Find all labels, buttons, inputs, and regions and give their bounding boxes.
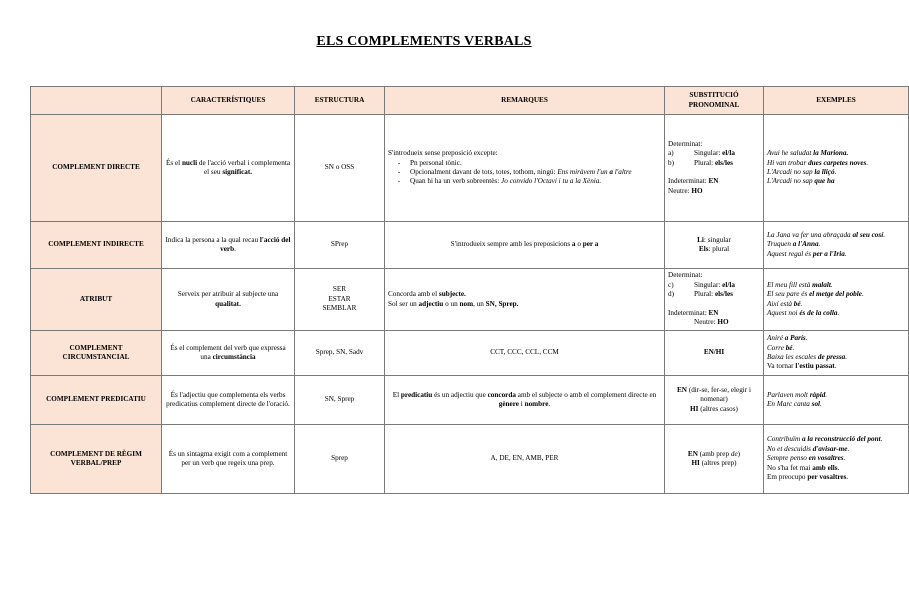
header-row [31,87,909,115]
substitucio-cell: EN (amb prep de) HI (altres prep) [665,425,764,494]
remarques-cell: S'introdueix sense preposició excepte: - Pn personal tònic. - Opcionalment davant de tots, totes, tothom, ningú: Ens miràvem l'un a l'altre - Quan hi ha un verb sobreentès: Jo convido l'Octavi i tu a la Xènia. [385,115,665,222]
exemples-cell: Aniré a París. Corre bé. Baixa les escales de pressa. Va tornar l'estiu passat. [764,331,909,376]
header-empty [31,87,162,115]
caracteristiques-cell: Indica la persona a la qual recau l'acció del verb. [162,222,295,269]
exemples-cell: El meu fill està malalt. El seu pare és el metge del poble. Així està bé. Aquest noi és de la colla. [764,269,909,331]
remarques-cell: A, DE, EN, AMB, PER [385,425,665,494]
exemples-cell: Avui he saludat la Mariona. Hi van trobar dues carpetes noves. L'Arcadi no sap la lliçó. L'Arcadi no sap que ha [764,115,909,222]
caracteristiques-cell: És l'adjectiu que complementa els verbs predicatius complement directe de l'oració. [162,376,295,425]
estructura-cell: SPrep [295,222,385,269]
remarques-cell: S'introdueix sempre amb les preposicions a o per a [385,222,665,269]
substitucio-cell: EN/HI [665,331,764,376]
table-row [31,376,909,425]
exemples-cell: La Jana va fer una abraçada al seu cosí. Truquen a l'Anna. Aquest regal és per a l'Iria. [764,222,909,269]
exemples-cell: Parlaven molt ràpid. En Marc canta sol. [764,376,909,425]
row-label: COMPLEMENT DE RÈGIM VERBAL/PREP [31,425,162,494]
row-label: ATRIBUT [31,269,162,331]
estructura-cell: SER ESTAR SEMBLAR [295,269,385,331]
header-estructura: ESTRUCTURA [295,87,385,115]
page-title: ELS COMPLEMENTS VERBALS [316,34,532,49]
header-caracteristiques: CARACTERÍSTIQUES [162,87,295,115]
complements-table [30,86,909,494]
substitucio-cell: Determinat: a) Singular: el/la b) Plural: els/les Indeterminat: EN Neutre: HO [665,115,764,222]
remarques-cell: Concorda amb el subjecte. Sol ser un adjectiu o un nom, un SN, Sprep. [385,269,665,331]
estructura-cell: SN o OSS [295,115,385,222]
table-row [31,222,909,269]
estructura-cell: Sprep, SN, Sadv [295,331,385,376]
row-label: COMPLEMENT INDIRECTE [31,222,162,269]
substitucio-cell: EN (dir-se, fer-se, elegir i nomenar) HI (altres casos) [665,376,764,425]
table-row [31,425,909,494]
substitucio-cell: Determinat: c) Singular: el/la d) Plural: els/les Indeterminat: EN Neutre: HO [665,269,764,331]
table-row [31,115,909,222]
table-row [31,331,909,376]
caracteristiques-cell: És un sintagma exigit com a complement per un verb que regeix una prep. [162,425,295,494]
remarques-cell: CCT, CCC, CCL, CCM [385,331,665,376]
caracteristiques-cell: Serveix per atribuir al subjecte una qualitat. [162,269,295,331]
caracteristiques-cell: És el complement del verb que expressa una circumstància [162,331,295,376]
header-substitucio: SUBSTITUCIÓ PRONOMINAL [665,87,764,115]
exemples-cell: Contribuïm a la reconstrucció del pont. No et descuidis d'avisar-me. Sempre penso en vosaltres. No s'ha fet mai amb ells. Em preocupo per vosaltres. [764,425,909,494]
substitucio-cell: Li: singular Els: plural [665,222,764,269]
table-row [31,269,909,331]
caracteristiques-cell: És el nucli de l'acció verbal i complementa el seu significat. [162,115,295,222]
row-label: COMPLEMENT DIRECTE [31,115,162,222]
row-label: COMPLEMENT PREDICATIU [31,376,162,425]
estructura-cell: SN, Sprep [295,376,385,425]
header-remarques: REMARQUES [385,87,665,115]
estructura-cell: Sprep [295,425,385,494]
remarques-cell: El predicatiu és un adjectiu que concorda amb el subjecte o amb el complement directe en gènere i nombre. [385,376,665,425]
row-label: COMPLEMENT CIRCUMSTANCIAL [31,331,162,376]
header-exemples: EXEMPLES [764,87,909,115]
